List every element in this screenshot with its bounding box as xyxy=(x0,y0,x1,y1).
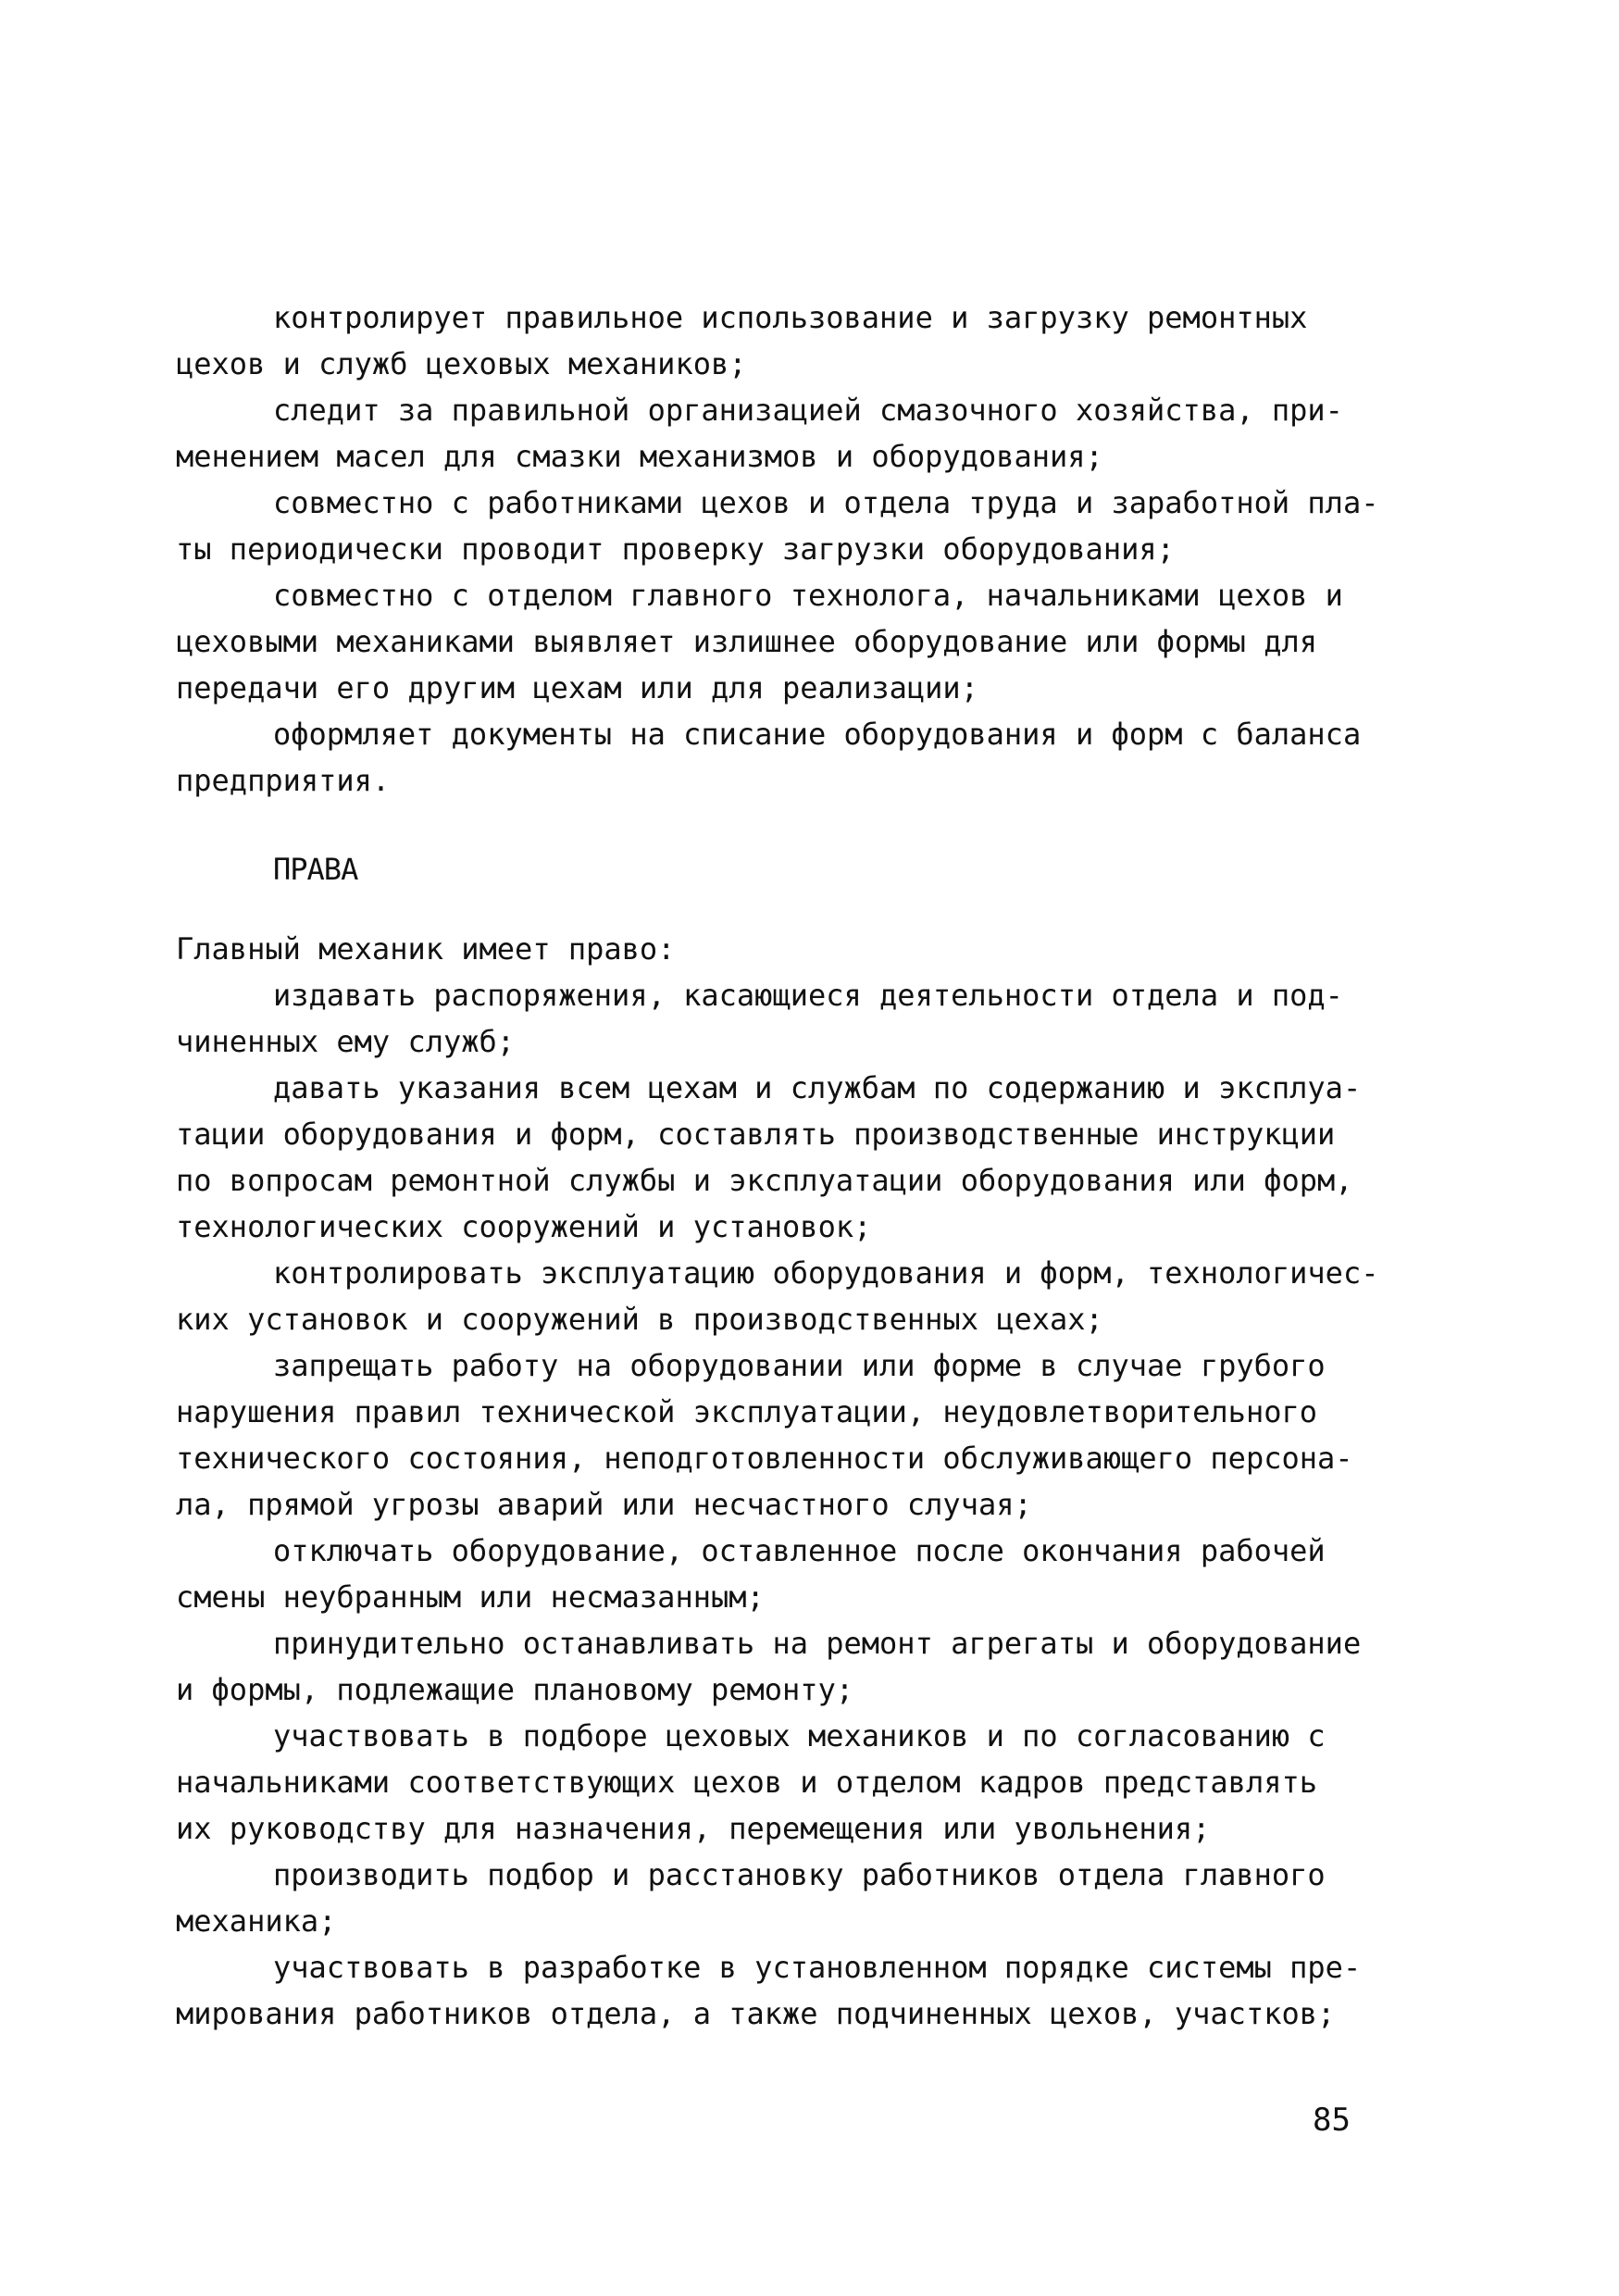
text-line: участвовать в подборе цеховых механиков и по согласованию с xyxy=(273,1718,1326,1753)
text-line: издавать распоряжения, касающиеся деятельности отдела и под- xyxy=(273,978,1343,1013)
text-line: контролировать эксплуатацию оборудования и форм, технологичес- xyxy=(273,1255,1379,1291)
text-line: отключать оборудование, оставленное после окончания рабочей xyxy=(273,1533,1326,1568)
text-line: механика; xyxy=(176,1903,337,1939)
section-heading: ПРАВА xyxy=(273,852,358,887)
text-line: их руководству для назначения, перемещения или увольнения; xyxy=(176,1811,1211,1846)
text-line: совместно с работниками цехов и отдела труда и заработной пла- xyxy=(273,485,1379,520)
text-line: участвовать в разработке в установленном порядке системы пре- xyxy=(273,1950,1362,1985)
text-line: мирования работников отдела, а также подчиненных цехов, участков; xyxy=(176,1996,1336,2031)
text-line: ты периодически проводит проверку загрузки оборудования; xyxy=(176,531,1175,567)
text-line: принудительно останавливать на ремонт агрегаты и оборудование xyxy=(273,1626,1362,1661)
text-line: технологических сооружений и установок; xyxy=(176,1209,872,1244)
page-number: 85 xyxy=(1313,2102,1351,2139)
text-line: по вопросам ремонтной службы и эксплуатации оборудования или форм, xyxy=(176,1163,1353,1198)
rights-text-block xyxy=(176,926,1444,2037)
text-line: ла, прямой угрозы аварий или несчастного случая; xyxy=(176,1487,1032,1522)
text-line: нарушения правил технической эксплуатации, неудовлетворительного xyxy=(176,1394,1317,1429)
text-line: и формы, подлежащие плановому ремонту; xyxy=(176,1672,854,1707)
text-line: следит за правильной организацией смазочного хозяйства, при- xyxy=(273,393,1343,428)
text-line: запрещать работу на оборудовании или форме в случае грубого xyxy=(273,1348,1326,1383)
text-line: тации оборудования и форм, составлять производственные инструкции xyxy=(176,1117,1336,1152)
duties-text-block xyxy=(176,294,1444,804)
text-line: контролирует правильное использование и загрузку ремонтных xyxy=(273,300,1308,335)
text-line: цехов и служб цеховых механиков; xyxy=(176,346,747,381)
text-line: технического состояния, неподготовленности обслуживающего персона- xyxy=(176,1441,1353,1476)
text-line: оформляет документы на списание оборудования и форм с баланса xyxy=(273,717,1362,752)
text-line: менением масел для смазки механизмов и оборудования; xyxy=(176,439,1103,474)
text-line: ких установок и сооружений в производственных цехах; xyxy=(176,1302,1103,1337)
text-line: Главный механик имеет право: xyxy=(176,931,676,967)
text-line: смены неубранным или несмазанным; xyxy=(176,1579,765,1615)
text-line: передачи его другим цехам или для реализации; xyxy=(176,670,978,705)
text-line: чиненных ему служб; xyxy=(176,1024,516,1059)
text-line: давать указания всем цехам и службам по содержанию и эксплуа- xyxy=(273,1070,1362,1105)
text-line: цеховыми механиками выявляет излишнее оборудование или формы для xyxy=(176,624,1317,659)
text-line: производить подбор и расстановку работников отдела главного xyxy=(273,1857,1326,1892)
text-line: предприятия. xyxy=(176,763,391,798)
text-line: совместно с отделом главного технолога, начальниками цехов и xyxy=(273,578,1343,613)
text-line: начальниками соответствующих цехов и отделом кадров представлять xyxy=(176,1765,1317,1800)
